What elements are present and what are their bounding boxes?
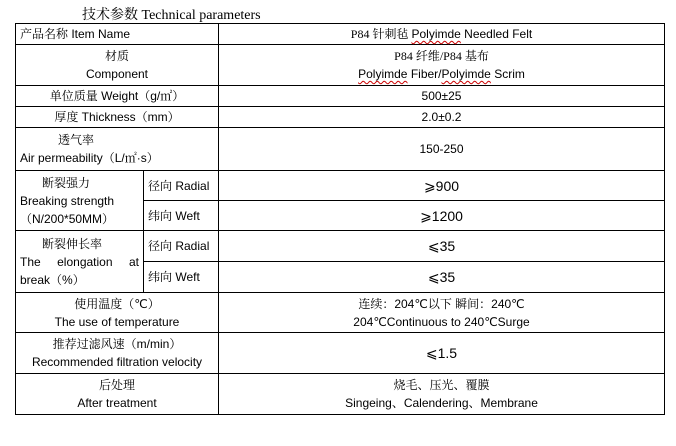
elongation-radial-value: ⩽35 xyxy=(219,231,665,262)
row-filtration-velocity xyxy=(16,333,665,374)
breaking-strength-radial-value: ⩾900 xyxy=(219,171,665,201)
temperature-value: 连续：204℃以下 瞬间：240℃ 204℃Continuous to 240℃Surge xyxy=(219,293,665,333)
breaking-strength-label: 断裂强力 Breaking strength （N/200*50MM） xyxy=(16,171,144,231)
temperature-label: 使用温度（℃） The use of temperature xyxy=(16,293,219,333)
row-item-name xyxy=(16,24,665,45)
elongation-radial-label: 径向 Radial xyxy=(144,231,219,262)
row-breaking-strength-radial xyxy=(16,171,665,201)
thickness-label: 厚度 Thickness（mm） xyxy=(16,107,219,128)
component-value: P84 纤维/P84 基布 Polyimde Fiber/Polyimde Scrim xyxy=(219,45,665,86)
row-temperature xyxy=(16,293,665,333)
row-air-permeability xyxy=(16,128,665,171)
breaking-strength-weft-label: 纬向 Weft xyxy=(144,201,219,231)
filtration-velocity-label: 推荐过滤风速（m/min） Recommended filtration velocity xyxy=(16,333,219,374)
row-after-treatment xyxy=(16,374,665,415)
weight-label: 单位质量 Weight（g/㎡） xyxy=(16,86,219,107)
row-thickness xyxy=(16,107,665,128)
item-name-label: 产品名称 Item Name xyxy=(16,24,219,45)
air-permeability-value: 150-250 xyxy=(219,128,665,171)
page-title: 技术参数 Technical parameters xyxy=(82,8,261,23)
after-treatment-value: 烧毛、压光、覆膜 Singeing、Calendering、Membrane xyxy=(219,374,665,415)
technical-parameters-table xyxy=(15,23,665,415)
row-weight xyxy=(16,86,665,107)
breaking-strength-weft-value: ⩾1200 xyxy=(219,201,665,231)
component-label: 材质 Component xyxy=(16,45,219,86)
air-permeability-label: 透气率 Air permeability（L/㎡·s） xyxy=(16,128,219,171)
after-treatment-label: 后处理 After treatment xyxy=(16,374,219,415)
row-component xyxy=(16,45,665,86)
item-name-value: P84 针刺毡 Polyimde Needled Felt xyxy=(219,24,665,45)
breaking-strength-radial-label: 径向 Radial xyxy=(144,171,219,201)
elongation-weft-label: 纬向 Weft xyxy=(144,262,219,293)
filtration-velocity-value: ⩽1.5 xyxy=(219,333,665,374)
elongation-label: 断裂伸长率 The elongation at break（%） xyxy=(16,231,144,293)
weight-value: 500±25 xyxy=(219,86,665,107)
elongation-weft-value: ⩽35 xyxy=(219,262,665,293)
thickness-value: 2.0±0.2 xyxy=(219,107,665,128)
row-elongation-radial xyxy=(16,231,665,262)
